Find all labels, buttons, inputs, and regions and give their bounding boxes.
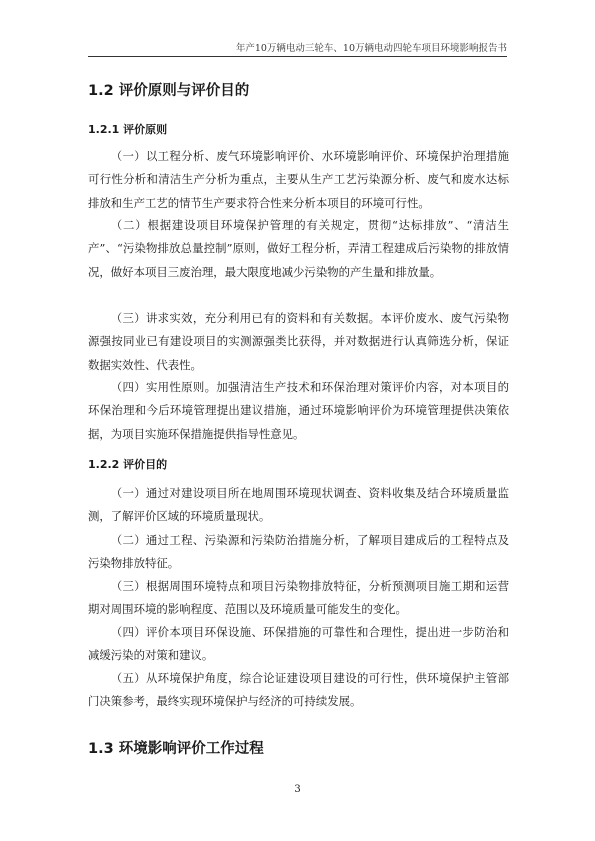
paragraph-purpose-2: （二）通过工程、污染源和污染防治措施分析，了解项目建成后的工程特点及污染物排放特征。 [88,533,509,571]
subsection-heading-1-2-2: 1.2.2 评价目的 [88,458,168,471]
header-divider [88,56,507,57]
paragraph-principle-2: （二）根据建设项目环境保护管理的有关规定，贯彻“达标排放”、“清洁生产”、“污染物排放总量控制”原则，做好工程分析，弄清工程建成后污染物的排放情况，做好本项目三废治理，最大限度地减少污染物的产生量和排放量。 [88,218,509,279]
running-header: 年产10万辆电动三轮车、10万辆电动四轮车项目环境影响报告书 [235,43,507,54]
section-heading-1-3: 1.3 环境影响评价工作过程 [88,741,264,757]
paragraph-purpose-3: （三）根据周围环境特点和项目污染物排放特征，分析预测项目施工期和运营期对周围环境的影响程度、范围以及环境质量可能发生的变化。 [88,579,509,617]
page-number: 3 [294,784,301,795]
paragraph-principle-1: （一）以工程分析、废气环境影响评价、水环境影响评价、环境保护治理措施可行性分析和清洁生产分析为重点，主要从生产工艺污染源分析、废气和废水达标排放和生产工艺的情节生产要求符合性来分析本项目的环境可行性。 [88,149,509,210]
section-heading-1-2: 1.2 评价原则与评价目的 [88,83,250,99]
paragraph-principle-4: （四）实用性原则。加强清洁生产技术和环保治理对策评价内容，对本项目的环保治理和今后环境管理提出建议措施，通过环境影响评价为环境管理提供决策依据，为项目实施环保措施提供指导性意见。 [88,380,509,441]
paragraph-purpose-5: （五）从环境保护角度，综合论证建设项目建设的可行性，供环境保护主管部门决策参考，最终实现环境保护与经济的可持续发展。 [88,671,509,709]
subsection-heading-1-2-1: 1.2.1 评价原则 [88,123,168,136]
paragraph-principle-3: （三）讲求实效，充分利用已有的资料和有关数据。本评价废水、废气污染物源强按同业已有建设项目的实测源强类比获得，并对数据进行认真筛选分析，保证数据实效性、代表性。 [88,311,509,372]
paragraph-purpose-4: （四）评价本项目环保设施、环保措施的可靠性和合理性，提出进一步防治和减缓污染的对策和建议。 [88,625,509,663]
paragraph-purpose-1: （一）通过对建设项目所在地周围环境现状调查、资料收集及结合环境质量监测，了解评价区域的环境质量现状。 [88,486,509,524]
